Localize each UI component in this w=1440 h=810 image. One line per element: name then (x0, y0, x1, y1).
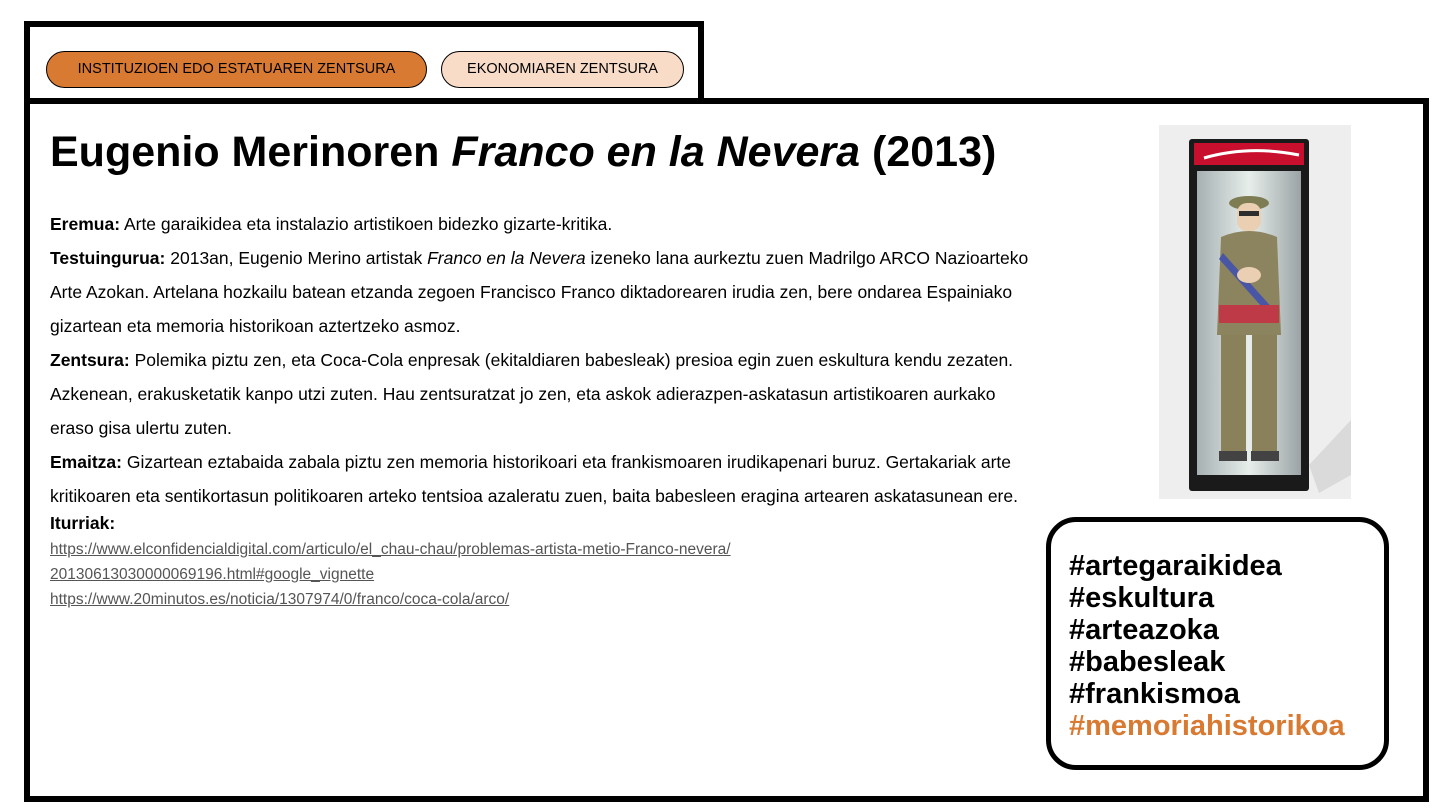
title-year: (2013) (872, 128, 997, 176)
sources-list (50, 537, 1030, 612)
section-text: Arte garaikidea eta instalazio artistikoen bidezko gizarte-kritika. (123, 214, 613, 234)
source-link[interactable] (50, 537, 1030, 587)
source-link-line: https://www.elconfidencialdigital.com/articulo/el_chau-chau/problemas-artista-metio-Franco-nevera/ (50, 541, 731, 558)
content-panel (24, 98, 1429, 802)
tab-bar (24, 21, 704, 101)
hashtag[interactable]: #artegaraikidea (1069, 550, 1282, 582)
hashtag[interactable]: #babesleak (1069, 646, 1226, 678)
section-label: Testuingurua: (50, 248, 166, 268)
section-label: Zentsura: (50, 350, 130, 370)
hashtag[interactable]: #eskultura (1069, 582, 1215, 614)
section-label: Eremua: (50, 214, 121, 234)
section-artwork-title: Franco en la Nevera (427, 248, 586, 268)
source-link-line: https://www.20minutos.es/noticia/1307974/0/franco/coca-cola/arco/ (50, 591, 510, 608)
section-testuingurua (50, 241, 1030, 343)
section-text: izeneko lana aurkeztu zuen Madrilgo ARCO Nazioarteko Arte Azokan. Artelana hozkailu batean etzanda zegoen Francisco Franco diktadorearen irudia zen, bere ondarea Espainiako gizartean eta memoria historikoan aztertzeko asmoz. (50, 248, 1029, 336)
source-link[interactable] (50, 587, 1030, 612)
section-text: Gizartean eztabaida zabala piztu zen memoria historikoari eta frankismoaren irudikapenari buruz. Gertakariak arte kritikoaren eta sentikortasun politikoaren arteko tentsioa azaleratu zuen, baita babesleen eragina artearen askatasunean ere. (50, 452, 1018, 506)
tab-institutional-censorship[interactable]: INSTITUZIOEN EDO ESTATUAREN ZENTSURA (46, 51, 427, 88)
section-text: Polemika piztu zen, eta Coca-Cola enpresak (ekitaldiaren babesleak) presioa egin zuen eskultura kendu zezaten. Azkenean, erakusketatik kanpo utzi zuten. Hau zentsuratzat jo zen, eta askok adierazpen-askatasun artistikoaren aurkako eraso gisa ulertu zuten. (50, 350, 1014, 438)
hashtag[interactable]: #arteazoka (1069, 614, 1219, 646)
section-label: Emaitza: (50, 452, 122, 472)
sources-heading: Iturriak: (50, 513, 116, 533)
tab-economic-censorship[interactable]: EKONOMIAREN ZENTSURA (441, 51, 684, 88)
artwork-photo (1159, 125, 1351, 499)
hashtags-box (1046, 517, 1389, 770)
article-body (50, 207, 1030, 612)
source-link-line: 20130613030000069196.html#google_vignette (50, 566, 375, 583)
hashtag[interactable]: #frankismoa (1069, 678, 1240, 710)
hashtag-highlighted[interactable]: #memoriahistorikoa (1069, 710, 1345, 742)
page-title (50, 126, 996, 178)
section-text: 2013an, Eugenio Merino artistak (170, 248, 423, 268)
title-prefix: Eugenio Merinoren (50, 128, 440, 176)
title-artwork: Franco en la Nevera (451, 128, 861, 176)
section-zentsura (50, 343, 1030, 445)
section-eremua (50, 207, 1030, 241)
fridge-image (1159, 125, 1351, 499)
section-emaitza (50, 445, 1030, 513)
